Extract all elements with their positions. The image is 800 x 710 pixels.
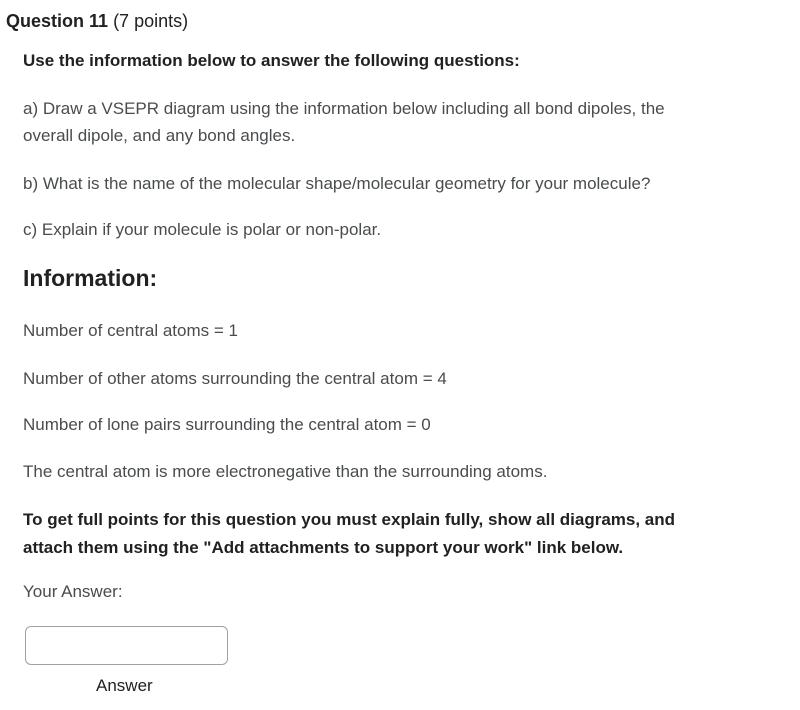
question-title: Question 11 xyxy=(6,11,109,31)
answer-input[interactable] xyxy=(25,626,228,665)
answer-label: Answer xyxy=(96,676,153,695)
instructions-line2: attach them using the "Add attachments to support your work" link below. xyxy=(23,538,624,557)
answer-prompt: Your Answer: xyxy=(23,582,123,601)
part-a-line2: overall dipole, and any bond angles. xyxy=(23,126,296,145)
intro-text: Use the information below to answer the following questions: xyxy=(23,51,520,70)
info-item: Number of central atoms = 1 xyxy=(23,321,238,340)
question-points: (7 points) xyxy=(113,11,189,31)
info-item: Number of other atoms surrounding the central atom = 4 xyxy=(23,369,447,388)
part-a-line1: a) Draw a VSEPR diagram using the information below including all bond dipoles, the xyxy=(23,99,665,118)
information-heading: Information: xyxy=(23,265,158,291)
info-item: The central atom is more electronegative than the surrounding atoms. xyxy=(23,462,548,481)
part-c: c) Explain if your molecule is polar or non-polar. xyxy=(23,220,382,239)
question-header xyxy=(6,11,188,32)
part-b: b) What is the name of the molecular shape/molecular geometry for your molecule? xyxy=(23,174,651,193)
instructions-line1: To get full points for this question you must explain fully, show all diagrams, and xyxy=(23,510,676,529)
info-item: Number of lone pairs surrounding the central atom = 0 xyxy=(23,415,431,434)
